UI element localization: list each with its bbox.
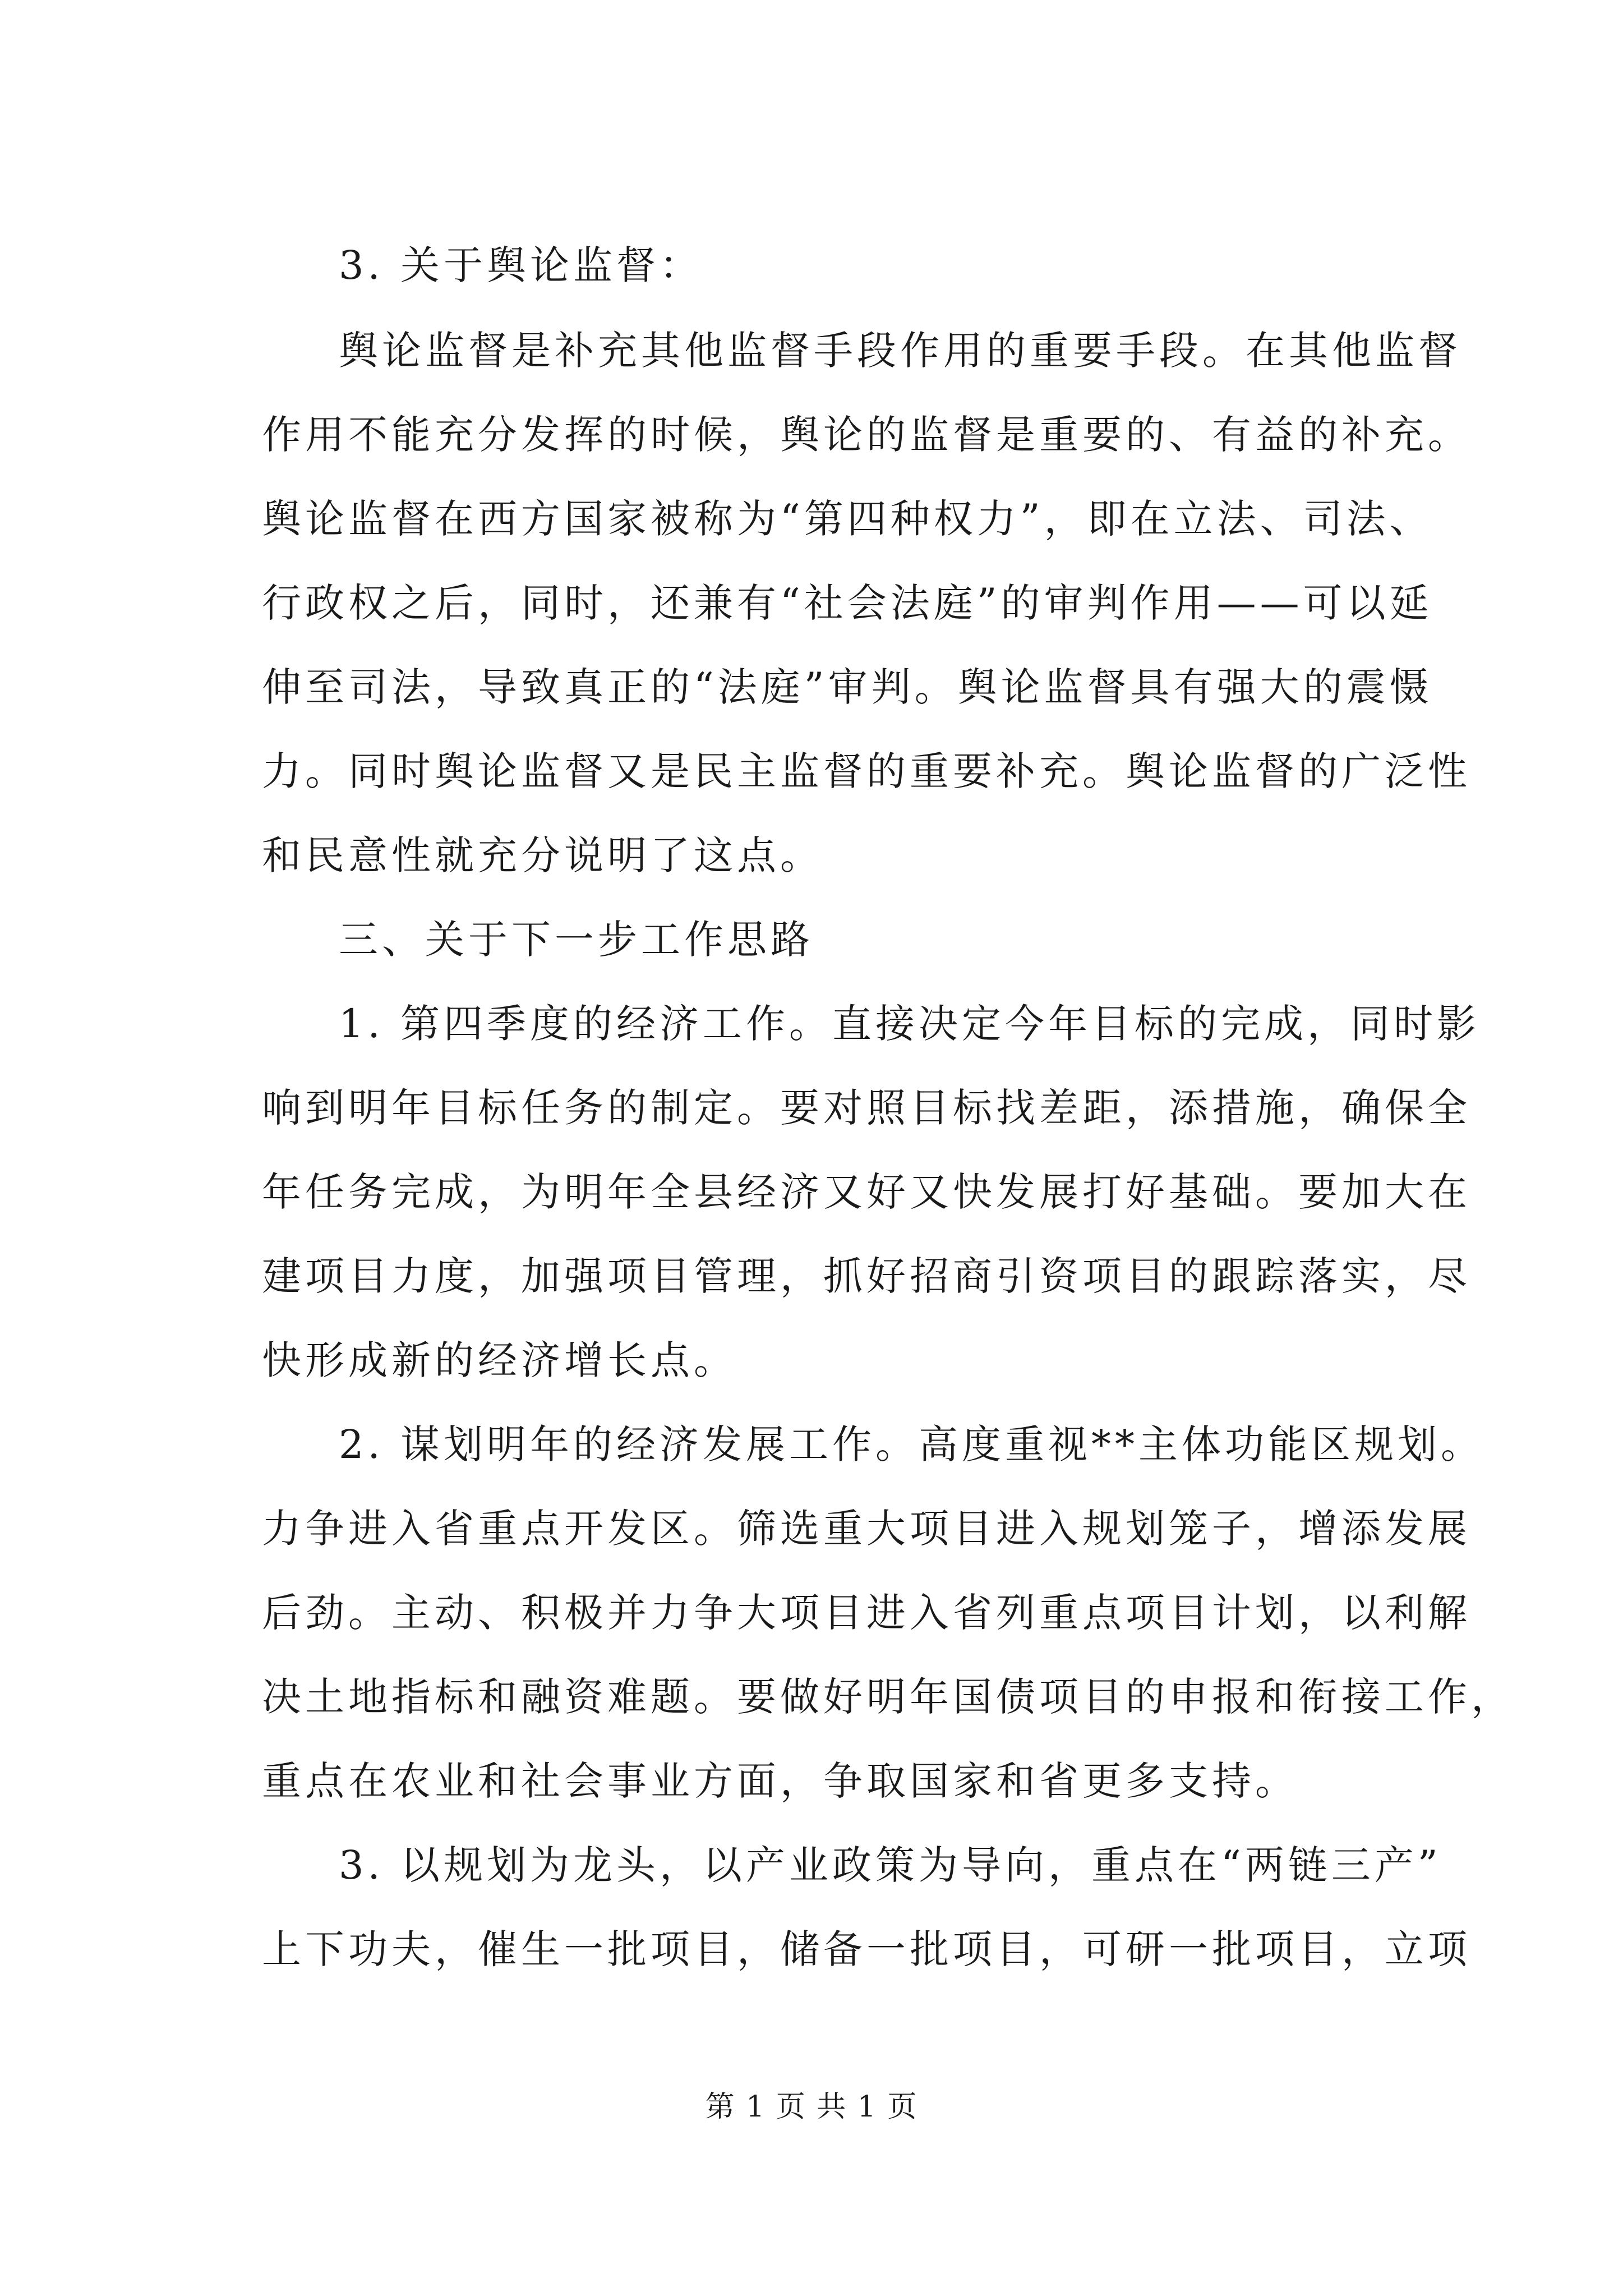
text-line: 和民意性就充分说明了这点。 bbox=[262, 832, 823, 878]
text-line: 上下功夫，催生一批项目，储备一批项目，可研一批项目，立项 bbox=[262, 1926, 1471, 1972]
text-line: 3. 关于舆论监督： bbox=[339, 242, 703, 288]
page-footer: 第 1 页 共 1 页 bbox=[705, 2090, 918, 2124]
text-line: 力争进入省重点开发区。筛选重大项目进入规划笼子，增添发展 bbox=[262, 1506, 1471, 1552]
text-line: 3. 以规划为龙头，以产业政策为导向，重点在“两链三产” bbox=[339, 1842, 1442, 1888]
text-line: 舆论监督是补充其他监督手段作用的重要手段。在其他监督 bbox=[339, 328, 1461, 374]
text-line: 伸至司法，导致真正的“法庭”审判。舆论监督具有强大的震慑 bbox=[262, 664, 1433, 710]
text-line: 重点在农业和社会事业方面，争取国家和省更多支持。 bbox=[262, 1758, 1298, 1804]
text-line: 年任务完成，为明年全县经济又好又快发展打好基础。要加大在 bbox=[262, 1169, 1471, 1215]
text-line: 快形成新的经济增长点。 bbox=[262, 1337, 737, 1383]
text-line: 1. 第四季度的经济工作。直接决定今年目标的完成，同时影 bbox=[339, 1001, 1481, 1047]
section-heading: 三、关于下一步工作思路 bbox=[339, 917, 814, 963]
text-line: 响到明年目标任务的制定。要对照目标找差距，添措施，确保全 bbox=[262, 1085, 1471, 1131]
text-line: 力。同时舆论监督又是民主监督的重要补充。舆论监督的广泛性 bbox=[262, 748, 1471, 794]
text-line: 决土地指标和融资难题。要做好明年国债项目的申报和衔接工作， bbox=[262, 1674, 1514, 1720]
text-line: 作用不能充分发挥的时候，舆论的监督是重要的、有益的补充。 bbox=[262, 412, 1471, 458]
text-line: 建项目力度，加强项目管理，抓好招商引资项目的跟踪落实，尽 bbox=[262, 1253, 1471, 1299]
text-line: 2. 谋划明年的经济发展工作。高度重视**主体功能区规划。 bbox=[339, 1421, 1484, 1467]
text-line: 后劲。主动、积极并力争大项目进入省列重点项目计划，以利解 bbox=[262, 1590, 1471, 1636]
text-line: 行政权之后，同时，还兼有“社会法庭”的审判作用——可以延 bbox=[262, 580, 1433, 626]
text-line: 舆论监督在西方国家被称为“第四种权力”，即在立法、司法、 bbox=[262, 496, 1433, 542]
